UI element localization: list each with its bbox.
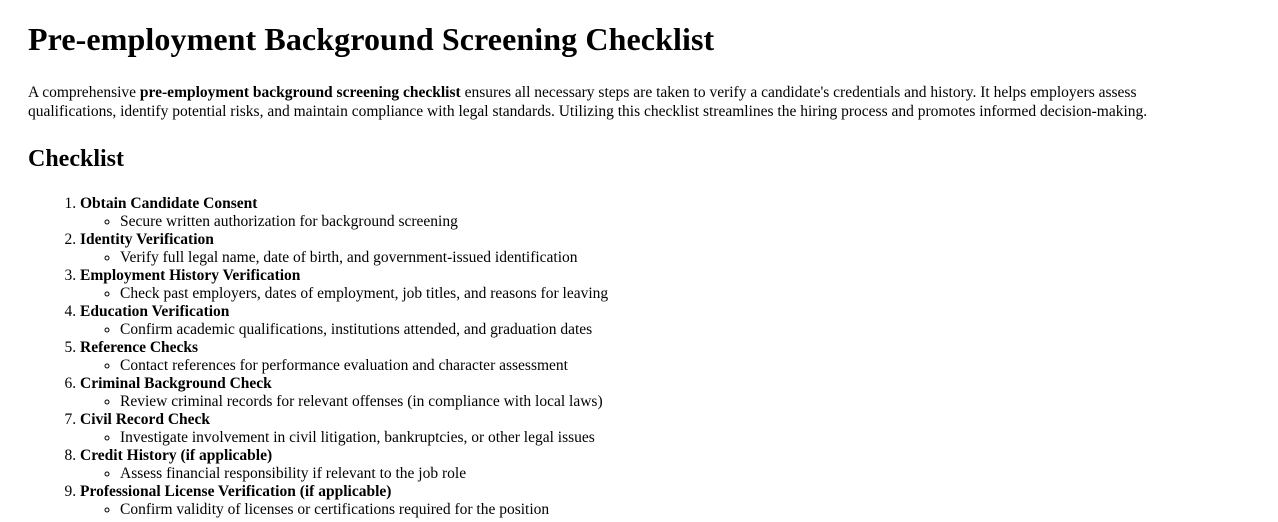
checklist-substep: ◦ Contact references for performance evaluation and character assessment (120, 357, 1262, 375)
checklist-step (80, 267, 1262, 303)
checklist-step (80, 483, 1262, 519)
checklist-step-title: Reference Checks (80, 339, 199, 357)
checklist-substep-list (80, 393, 1262, 411)
checklist-step (80, 339, 1262, 375)
checklist-step-title: Identity Verification (80, 231, 214, 249)
checklist-step-title: Credit History (if applicable) (80, 447, 273, 465)
checklist-step (80, 303, 1262, 339)
checklist-step (80, 411, 1262, 447)
checklist-substep-list (80, 501, 1262, 519)
checklist-substep-list (80, 321, 1262, 339)
checklist-substep-list (80, 285, 1262, 303)
checklist-substep: ◦ Verify full legal name, date of birth, and government-issued identification (120, 249, 1262, 267)
checklist-substep: ◦ Confirm academic qualifications, institutions attended, and graduation dates (120, 321, 1262, 339)
checklist-substep-list (80, 465, 1262, 483)
checklist-step (80, 195, 1262, 231)
checklist-substep-list (80, 249, 1262, 267)
intro-rest-text: ensures all necessary steps are taken to verify a candidate's credentials and history. It helps employers assess qualifications, identify potential risks, and maintain compliance with legal standards. Utilizing this checklist streamlines the hiring process and promotes informed decision-making. (28, 84, 1148, 120)
checklist-substep: ◦ Confirm validity of licenses or certifications required for the position (120, 501, 1262, 519)
checklist-step-title: Civil Record Check (80, 411, 211, 429)
intro-emphasis-text: pre-employment background screening checklist (139, 84, 461, 102)
checklist-substep: ◦ Check past employers, dates of employment, job titles, and reasons for leaving (120, 285, 1262, 303)
checklist-substep-list (80, 429, 1262, 447)
checklist-step-title: Education Verification (80, 303, 230, 321)
section-heading-checklist: Checklist (28, 146, 124, 173)
page-title: Pre-employment Background Screening Checklist (28, 21, 715, 57)
checklist-step (80, 231, 1262, 267)
checklist-step-title: Professional License Verification (if applicable) (80, 483, 392, 501)
checklist-substep-list (80, 213, 1262, 231)
checklist-step (80, 447, 1262, 483)
checklist-substep-list (80, 357, 1262, 375)
intro-paragraph (28, 84, 1190, 121)
document-page (0, 21, 1278, 519)
checklist-substep: ◦ Secure written authorization for background screening (120, 213, 1262, 231)
intro-lead-text: A comprehensive (28, 84, 140, 102)
checklist-step-title: Criminal Background Check (80, 375, 272, 393)
checklist-substep: ◦ Assess financial responsibility if relevant to the job role (120, 465, 1262, 483)
checklist-substep: ◦ Investigate involvement in civil litigation, bankruptcies, or other legal issues (120, 429, 1262, 447)
checklist-step-title: Obtain Candidate Consent (80, 195, 258, 213)
checklist-ordered-list (28, 195, 1262, 519)
checklist-substep: ◦ Review criminal records for relevant offenses (in compliance with local laws) (120, 393, 1262, 411)
checklist-step-title: Employment History Verification (80, 267, 301, 285)
checklist-step (80, 375, 1262, 411)
